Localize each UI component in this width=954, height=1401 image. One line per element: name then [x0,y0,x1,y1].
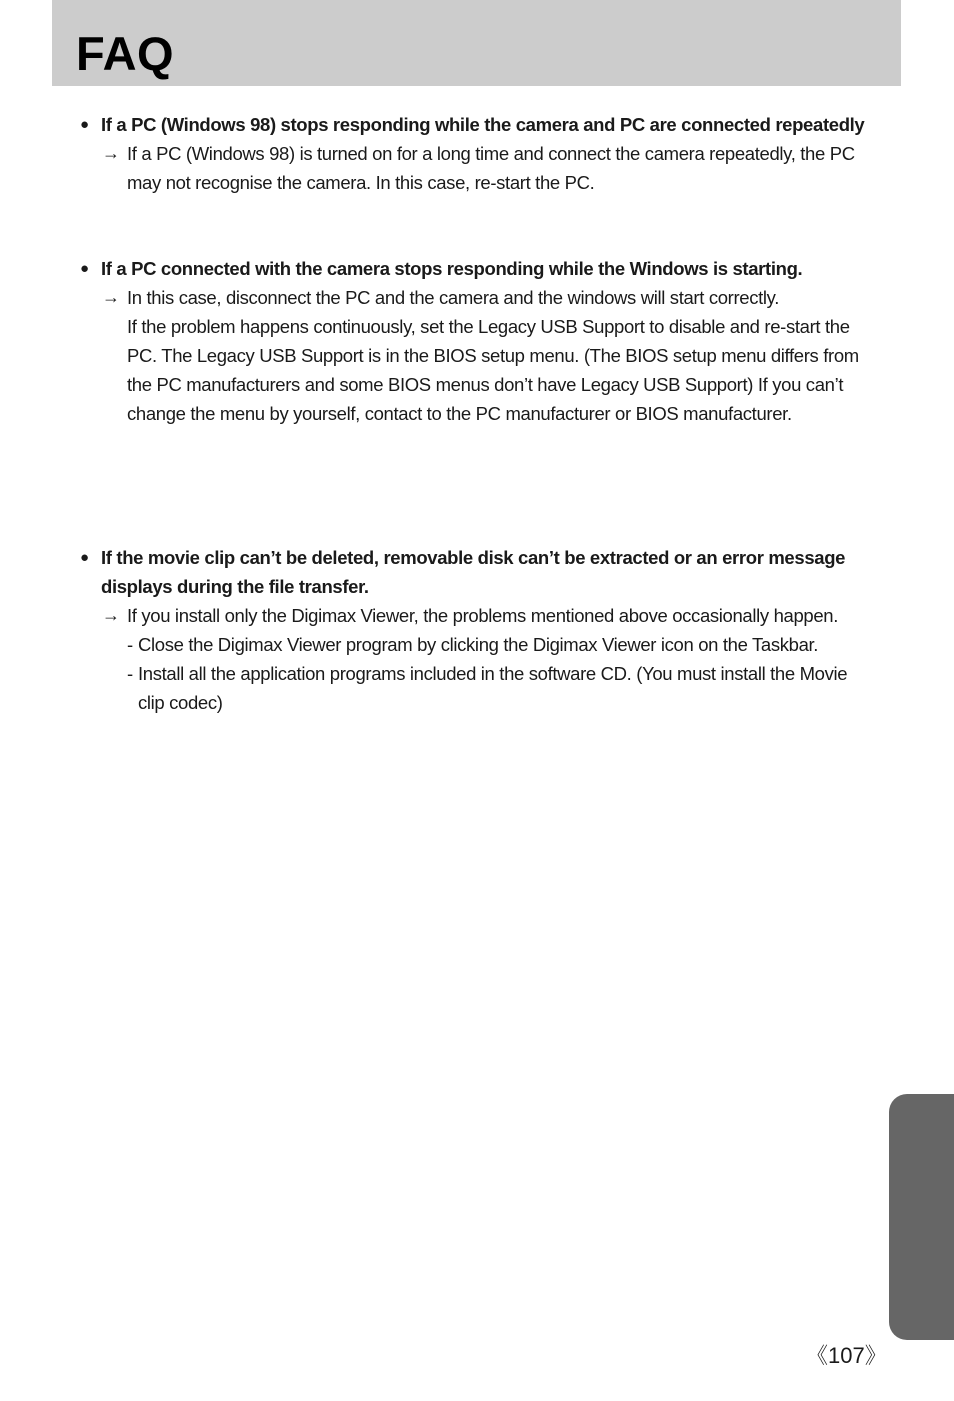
chapter-side-tab [889,1094,954,1340]
faq-answer [78,283,878,428]
faq-answer-line: In this case, disconnect the PC and the camera and the windows will start correctly. [127,287,779,308]
header-bar [52,0,901,86]
arrow-icon: → [102,287,120,307]
arrow-icon: → [102,143,120,163]
bullet-icon: ● [80,549,89,566]
faq-question [78,254,878,283]
bullet-icon: ● [80,116,89,133]
faq-answer-detail: If the problem happens continuously, set the Legacy USB Support to disable and re-start the PC. The Legacy USB Support is in the BIOS setup menu. (The BIOS setup menu differs from the PC manufacturers and some BIOS menus don’t have Legacy USB Support) If you can’t change the menu by yourself, contact to the PC manufacturer or BIOS manufacturer. [127,316,859,424]
faq-step-text: Install all the application programs included in the software CD. (You must install the Movie clip codec) [138,663,848,713]
faq-question-text: If the movie clip can’t be deleted, removable disk can’t be extracted or an error message displays during the file transfer. [101,547,846,597]
faq-step-text: Close the Digimax Viewer program by clicking the Digimax Viewer icon on the Taskbar. [138,634,819,655]
faq-question-text: If a PC (Windows 98) stops responding while the camera and PC are connected repeatedly [101,114,865,135]
faq-answer-text: If a PC (Windows 98) is turned on for a long time and connect the camera repeatedly, the PC may not recognise the camera. In this case, re-start the PC. [127,143,855,193]
faq-answer [78,139,878,197]
faq-item-3 [78,543,878,717]
faq-step [127,659,878,717]
faq-answer-text: If you install only the Digimax Viewer, the problems mentioned above occasionally happen. [127,605,838,626]
arrow-icon: → [102,605,120,625]
faq-question [78,110,878,139]
faq-answer [78,601,878,717]
page-number: 《107》 [806,1343,887,1368]
faq-item-1 [78,110,878,197]
faq-question [78,543,878,601]
page-title: FAQ [76,27,175,80]
dash-marker: - [127,663,133,684]
bullet-icon: ● [80,260,89,277]
faq-step [127,630,878,659]
faq-question-text: If a PC connected with the camera stops responding while the Windows is starting. [101,258,803,279]
faq-item-2 [78,254,878,428]
dash-marker: - [127,634,133,655]
